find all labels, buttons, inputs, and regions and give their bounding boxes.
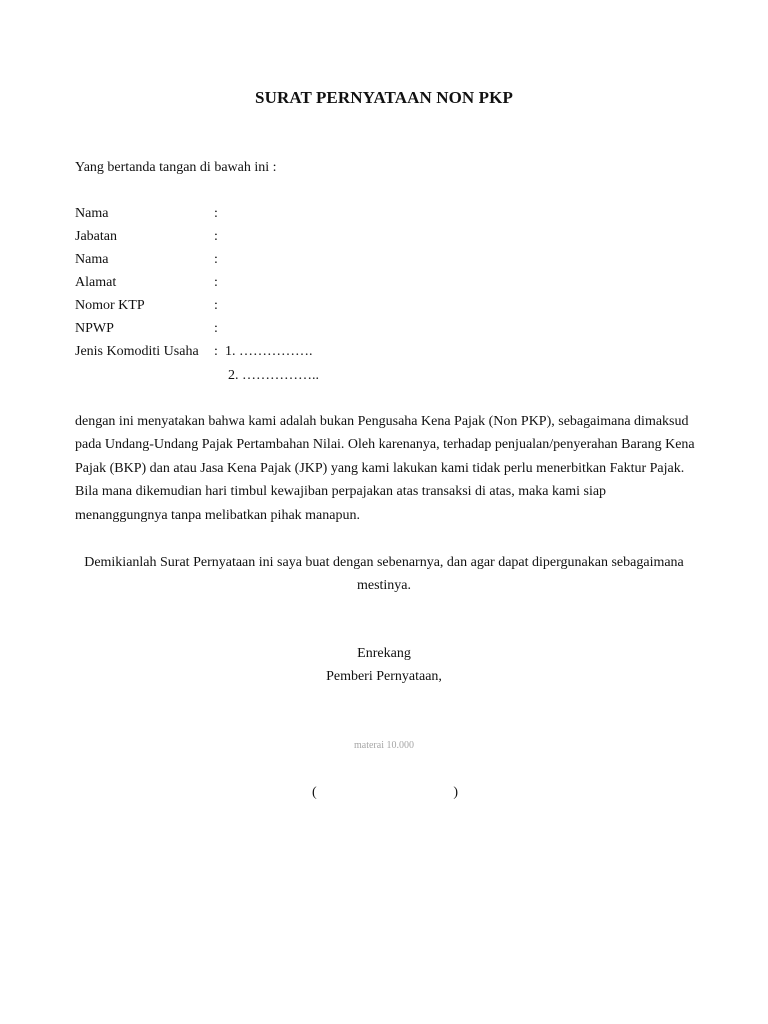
field-colon: :: [214, 321, 218, 336]
document-title: SURAT PERNYATAAN NON PKP: [255, 88, 513, 107]
field-colon: :: [214, 275, 218, 290]
field-colon: :: [214, 252, 218, 267]
field-value: 1. …………….: [225, 344, 313, 359]
field-label: Jabatan: [75, 229, 117, 244]
field-label: Nama: [75, 252, 109, 267]
signature-open-paren: (: [312, 785, 317, 800]
field-colon: :: [214, 206, 218, 221]
closing-paragraph: Demikianlah Surat Pernyataan ini saya buat dengan sebenarnya, dan agar dapat dipergunakan sebagaimana mestinya.: [84, 555, 684, 594]
signature-close-paren: ): [453, 785, 458, 800]
field-label: Jenis Komoditi Usaha: [75, 344, 199, 359]
field-colon: :: [214, 298, 218, 313]
field-label: NPWP: [75, 321, 114, 336]
place-name: Enrekang: [357, 646, 411, 661]
field-label: Nama: [75, 206, 109, 221]
statement-paragraph: dengan ini menyatakan bahwa kami adalah bukan Pengusaha Kena Pajak (Non PKP), sebagaimana dimaksud pada Undang-Undang Pajak Pertambahan Nilai. Oleh karenanya, terhadap penjualan/penyerahan Barang Kena Pajak (BKP) dan atau Jasa Kena Pajak (JKP) yang kami lakukan kami tidak perlu menerbitkan Faktur Pajak. Bila mana dikemudian hari timbul kewajiban perpajakan atas transaksi di atas, maka kami siap menanggungnya tanpa melibatkan pihak manapun.: [75, 414, 695, 523]
intro-text: Yang bertanda tangan di bawah ini :: [75, 160, 277, 175]
signer-title: Pemberi Pernyataan,: [326, 669, 442, 684]
field-label: Alamat: [75, 275, 117, 290]
field-colon: :: [214, 229, 218, 244]
field-colon: :: [214, 344, 218, 359]
komoditi-item-2: 2. ……………..: [228, 368, 319, 383]
field-label: Nomor KTP: [75, 298, 145, 313]
stamp-placeholder: materai 10.000: [354, 740, 414, 751]
